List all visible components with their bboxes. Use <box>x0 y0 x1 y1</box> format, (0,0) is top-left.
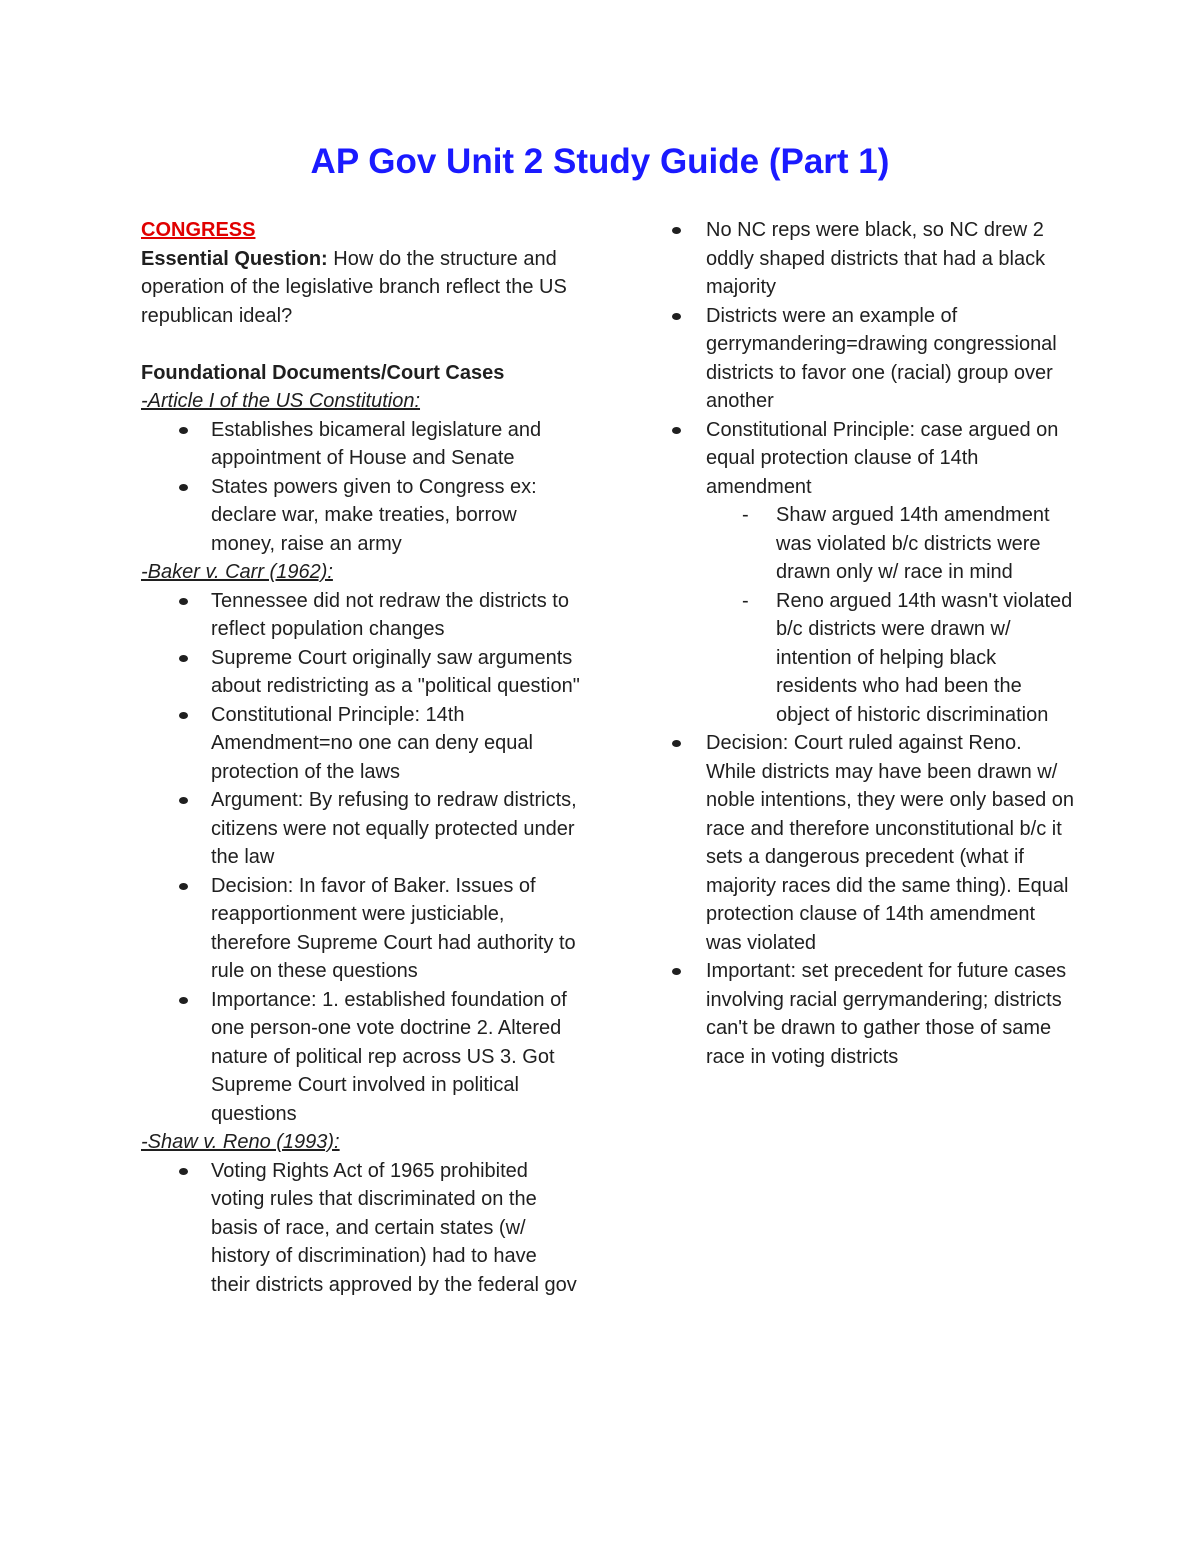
list-item: Decision: Court ruled against Reno. While districts may have been drawn w/ noble intentions, they were only based on race and therefore unconstitutional b/c it sets a dangerous precedent (what if majority races did the same thing). Equal protection clause of 14th amendment was violated <box>666 729 1076 957</box>
list-item <box>666 416 1076 730</box>
left-column <box>141 216 581 1299</box>
list-item: Voting Rights Act of 1965 prohibited voting rules that discriminated on the basis of race, and certain states (w/ history of discrimination) had to have their districts approved by the federal gov <box>141 1157 581 1300</box>
foundational-heading: Foundational Documents/Court Cases <box>141 361 505 384</box>
right-column <box>666 216 1076 1071</box>
list-item: Tennessee did not redraw the districts to reflect population changes <box>141 587 581 644</box>
article-1-heading: -Article I of the US Constitution: <box>141 390 421 412</box>
list-item: Districts were an example of gerrymandering=drawing congressional districts to favor one (racial) group over another <box>666 302 1076 416</box>
essential-question-label: Essential Question: <box>141 247 328 270</box>
baker-v-carr-list <box>141 587 581 1129</box>
shaw-v-reno-list-right <box>666 216 1076 1071</box>
list-item: Important: set precedent for future cases involving racial gerrymandering; districts can't be drawn to gather those of same race in voting districts <box>666 957 1076 1071</box>
shaw-v-reno-heading: -Shaw v. Reno (1993): <box>141 1131 340 1153</box>
page-title: AP Gov Unit 2 Study Guide (Part 1) <box>310 142 890 181</box>
article-1-list <box>141 416 581 559</box>
sub-argument-list <box>706 501 1076 729</box>
list-item: Constitutional Principle: 14th Amendment=no one can deny equal protection of the laws <box>141 701 581 787</box>
list-item-text: Constitutional Principle: case argued on equal protection clause of 14th amendment <box>706 418 1059 498</box>
list-item: States powers given to Congress ex: declare war, make treaties, borrow money, raise an army <box>141 473 581 559</box>
list-item: Decision: In favor of Baker. Issues of reapportionment were justiciable, therefore Supreme Court had authority to rule on these questions <box>141 872 581 986</box>
list-item: Supreme Court originally saw arguments about redistricting as a "political question" <box>141 644 581 701</box>
list-item: Argument: By refusing to redraw districts, citizens were not equally protected under the law <box>141 786 581 872</box>
list-item: Establishes bicameral legislature and appointment of House and Senate <box>141 416 581 473</box>
sub-list-item: - Shaw argued 14th amendment was violated b/c districts were drawn only w/ race in mind <box>706 501 1076 587</box>
essential-question-text: How do the structure and operation of the legislative branch reflect the US republican ideal? <box>141 247 567 327</box>
baker-v-carr-heading: -Baker v. Carr (1962): <box>141 561 333 583</box>
section-heading: CONGRESS <box>141 219 256 241</box>
list-item: Importance: 1. established foundation of one person-one vote doctrine 2. Altered nature of political rep across US 3. Got Supreme Court involved in political questions <box>141 986 581 1129</box>
sub-list-item: - Reno argued 14th wasn't violated b/c districts were drawn w/ intention of helping black residents who had been the object of historic discrimination <box>706 587 1076 730</box>
shaw-v-reno-list-left <box>141 1157 581 1300</box>
essential-question <box>141 245 581 331</box>
list-item: No NC reps were black, so NC drew 2 oddly shaped districts that had a black majority <box>666 216 1076 302</box>
